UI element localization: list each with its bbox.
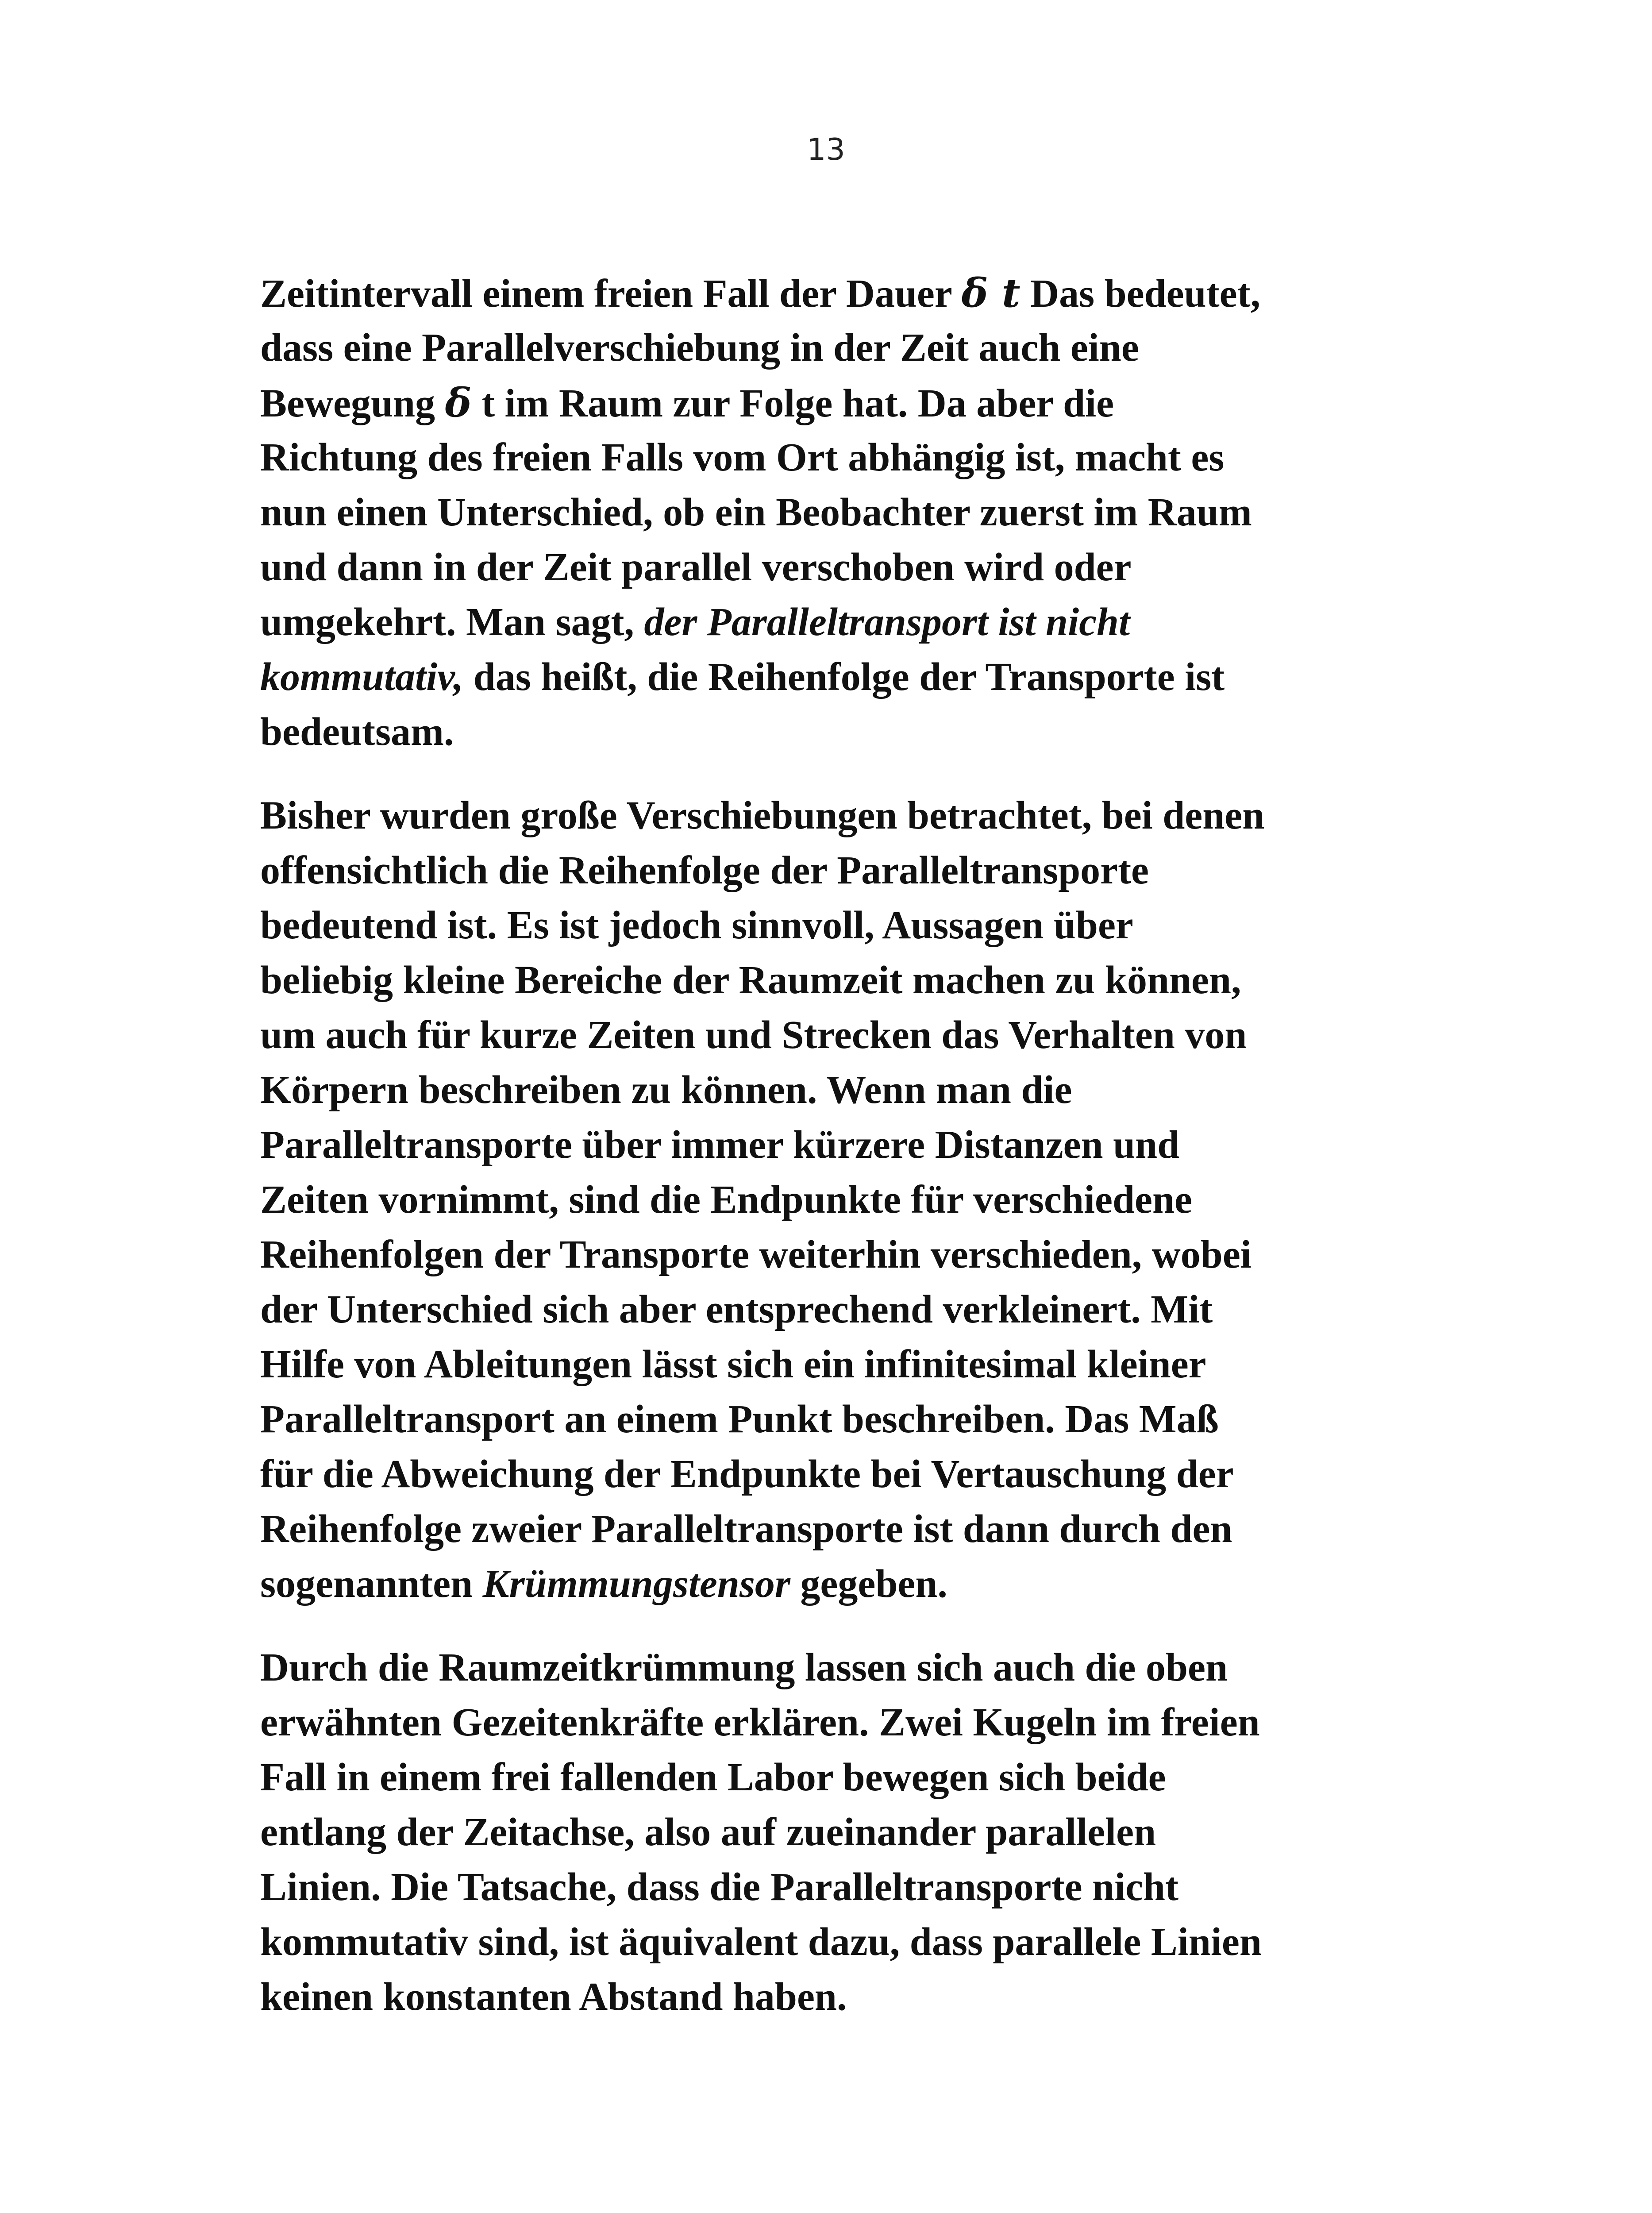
text-segment: Fall in einem frei fallenden Labor bewegen sich beide — [260, 1755, 1166, 1799]
body-text — [260, 266, 1429, 2024]
text-segment: Das bedeutet, — [1020, 272, 1261, 316]
text-segment: Paralleltransporte über immer kürzere Distanzen und — [260, 1123, 1180, 1167]
text-line — [260, 1172, 1429, 1227]
math-symbol: δ t — [961, 270, 1020, 316]
text-line — [260, 1970, 1429, 2024]
text-segment: umgekehrt. Man sagt, — [260, 600, 644, 644]
text-segment: das heißt, die Reihenfolge der Transporte ist — [463, 655, 1225, 699]
text-line — [260, 375, 1429, 430]
text-segment: bedeutsam. — [260, 710, 454, 754]
paragraph — [260, 266, 1429, 760]
text-segment: erwähnten Gezeitenkräfte erklären. Zwei Kugeln im freien — [260, 1700, 1260, 1744]
text-segment: Linien. Die Tatsache, dass die Paralleltransporte nicht — [260, 1865, 1179, 1909]
text-line — [260, 266, 1429, 320]
text-segment: bedeutend ist. Es ist jedoch sinnvoll, Aussagen über — [260, 903, 1133, 947]
text-line — [260, 1118, 1429, 1172]
text-line — [260, 1337, 1429, 1392]
text-segment: Zeitintervall einem freien Fall der Dauer — [260, 272, 962, 316]
text-segment: offensichtlich die Reihenfolge der Paralleltransporte — [260, 848, 1149, 892]
text-line — [260, 1640, 1429, 1695]
text-segment: t im Raum zur Folge hat. Da aber die — [471, 382, 1114, 425]
text-line — [260, 1447, 1429, 1502]
text-segment: für die Abweichung der Endpunkte bei Vertauschung der — [260, 1452, 1234, 1496]
text-segment: dass eine Parallelverschiebung in der Zeit auch eine — [260, 326, 1139, 370]
text-segment: beliebig kleine Bereiche der Raumzeit machen zu können, — [260, 958, 1241, 1002]
italic-text: kommutativ, — [260, 655, 464, 699]
text-line — [260, 1915, 1429, 1970]
text-line — [260, 1695, 1429, 1750]
text-line — [260, 485, 1429, 540]
text-line — [260, 843, 1429, 898]
text-segment: Reihenfolge zweier Paralleltransporte ist dann durch den — [260, 1507, 1232, 1551]
text-line — [260, 1282, 1429, 1337]
text-segment: gegeben. — [790, 1562, 947, 1606]
text-line — [260, 1008, 1429, 1063]
page-number: 13 — [807, 132, 845, 167]
text-segment: Reihenfolgen der Transporte weiterhin verschieden, wobei — [260, 1233, 1252, 1276]
text-segment: Hilfe von Ableitungen lässt sich ein infinitesimal kleiner — [260, 1342, 1206, 1386]
text-segment: Paralleltransport an einem Punkt beschreiben. Das Maß — [260, 1397, 1219, 1441]
text-segment: Bewegung — [260, 382, 445, 425]
text-line — [260, 1860, 1429, 1915]
text-segment: der Unterschied sich aber entsprechend verkleinert. Mit — [260, 1288, 1213, 1331]
paragraph — [260, 788, 1429, 1612]
text-line — [260, 1805, 1429, 1860]
text-segment: Bisher wurden große Verschiebungen betrachtet, bei denen — [260, 794, 1265, 837]
text-line — [260, 1227, 1429, 1282]
text-line — [260, 953, 1429, 1008]
text-line — [260, 595, 1429, 650]
text-segment: nun einen Unterschied, ob ein Beobachter zuerst im Raum — [260, 490, 1252, 534]
math-symbol: δ — [445, 379, 472, 426]
text-segment: sogenannten — [260, 1562, 483, 1606]
text-segment: Durch die Raumzeitkrümmung lassen sich auch die oben — [260, 1646, 1228, 1689]
text-line — [260, 1750, 1429, 1805]
text-segment: Körpern beschreiben zu können. Wenn man die — [260, 1068, 1072, 1112]
paragraph — [260, 1640, 1429, 2024]
text-segment: kommutativ sind, ist äquivalent dazu, dass parallele Linien — [260, 1920, 1262, 1964]
italic-text: Krümmungstensor — [482, 1562, 790, 1606]
text-line — [260, 650, 1429, 705]
text-line — [260, 705, 1429, 760]
text-segment: keinen konstanten Abstand haben. — [260, 1975, 847, 2019]
text-line — [260, 540, 1429, 595]
text-segment: um auch für kurze Zeiten und Strecken das Verhalten von — [260, 1013, 1247, 1057]
text-line — [260, 1392, 1429, 1447]
italic-text: der Paralleltransport ist nicht — [644, 600, 1130, 644]
text-line — [260, 1557, 1429, 1612]
text-line — [260, 430, 1429, 485]
text-line — [260, 898, 1429, 953]
text-segment: Zeiten vornimmt, sind die Endpunkte für verschiedene — [260, 1178, 1192, 1222]
text-segment: und dann in der Zeit parallel verschoben wird oder — [260, 545, 1132, 589]
text-line — [260, 1063, 1429, 1118]
text-segment: Richtung des freien Falls vom Ort abhängig ist, macht es — [260, 436, 1225, 479]
text-line — [260, 1502, 1429, 1557]
text-line — [260, 788, 1429, 843]
text-segment: entlang der Zeitachse, also auf zueinander parallelen — [260, 1810, 1156, 1854]
text-line — [260, 320, 1429, 375]
